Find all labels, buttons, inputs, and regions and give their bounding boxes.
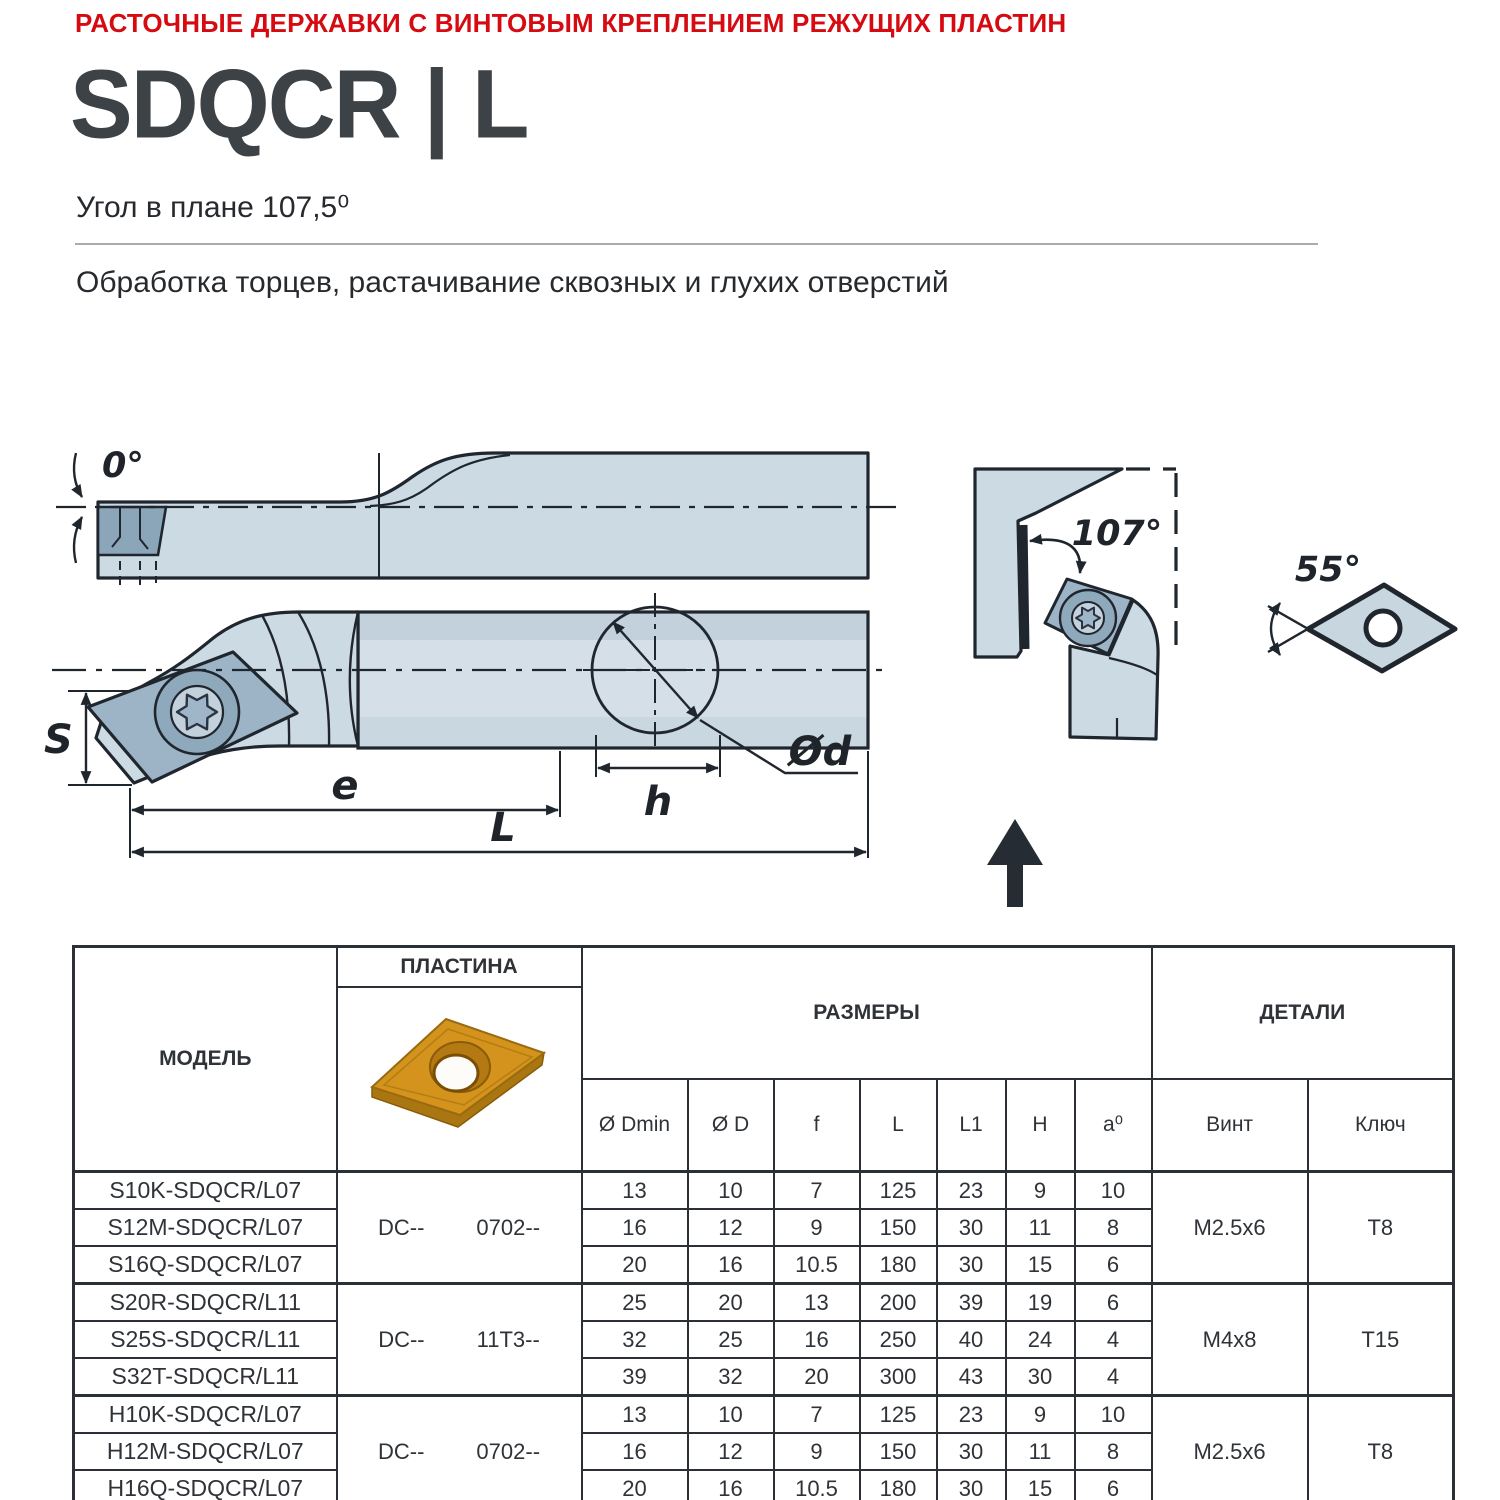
table-row	[74, 1172, 1454, 1210]
value-cell: 8	[1075, 1433, 1152, 1470]
side-view-figure	[44, 593, 888, 858]
value-cell: 20	[774, 1358, 860, 1396]
value-cell: 10	[1075, 1172, 1152, 1210]
top-view-figure	[56, 446, 896, 587]
page-title: SDQCR | L	[70, 49, 528, 159]
value-cell: 12	[688, 1209, 774, 1246]
value-cell: 150	[860, 1209, 937, 1246]
plate-code-prefix: DC--	[377, 1214, 425, 1240]
technical-drawing	[40, 415, 1460, 915]
value-cell: 20	[688, 1284, 774, 1322]
insert-angle-label: 55°	[1294, 550, 1362, 590]
plate-code-cell	[337, 1396, 582, 1500]
plate-code-cell	[337, 1284, 582, 1396]
value-cell: 16	[774, 1321, 860, 1358]
model-cell: S12M-SDQCR/L07	[74, 1209, 337, 1246]
value-cell: 30	[937, 1209, 1006, 1246]
insert-hole	[1366, 611, 1400, 645]
value-cell: 25	[688, 1321, 774, 1358]
value-cell: 9	[774, 1209, 860, 1246]
key-cell: T15	[1308, 1284, 1454, 1396]
col-header-sizes: РАЗМЕРЫ	[582, 947, 1152, 1079]
value-cell: 4	[1075, 1321, 1152, 1358]
col-header-details: ДЕТАЛИ	[1152, 947, 1454, 1079]
model-cell: S10K-SDQCR/L07	[74, 1172, 337, 1210]
insert-angle-figure	[1268, 550, 1455, 671]
value-cell: 32	[688, 1358, 774, 1396]
value-cell: 9	[774, 1433, 860, 1470]
value-cell: 16	[688, 1246, 774, 1284]
model-cell: H16Q-SDQCR/L07	[74, 1470, 337, 1500]
key-cell: T8	[1308, 1172, 1454, 1284]
dim-l-label: L	[490, 805, 516, 851]
value-cell: 6	[1075, 1470, 1152, 1500]
value-cell: 150	[860, 1433, 937, 1470]
value-cell: 39	[582, 1358, 688, 1396]
plate-insert-image	[352, 997, 566, 1155]
value-cell: 6	[1075, 1284, 1152, 1322]
page-kicker: РАСТОЧНЫЕ ДЕРЖАВКИ С ВИНТОВЫМ КРЕПЛЕНИЕМ РЕЖУЩИХ ПЛАСТИН	[75, 8, 1067, 38]
col-header-a: a⁰	[1075, 1079, 1152, 1172]
value-cell: 7	[774, 1172, 860, 1210]
plate-code-size: 0702--	[476, 1438, 541, 1464]
value-cell: 30	[1006, 1358, 1075, 1396]
model-cell: H12M-SDQCR/L07	[74, 1433, 337, 1470]
key-cell: T8	[1308, 1396, 1454, 1500]
value-cell: 10.5	[774, 1470, 860, 1500]
dim-d-label: Ød	[788, 729, 852, 775]
value-cell: 30	[937, 1246, 1006, 1284]
spec-table	[72, 945, 1455, 1500]
value-cell: 20	[582, 1246, 688, 1284]
top-angle-label: 0°	[102, 446, 144, 486]
model-cell: S16Q-SDQCR/L07	[74, 1246, 337, 1284]
dim-e-label: e	[331, 763, 359, 809]
value-cell: 13	[774, 1284, 860, 1322]
col-header-model: МОДЕЛЬ	[74, 947, 337, 1172]
pocket-area	[98, 507, 166, 555]
col-header-l: L	[860, 1079, 937, 1172]
value-cell: 7	[774, 1396, 860, 1434]
plate-code-cell	[337, 1172, 582, 1284]
value-cell: 15	[1006, 1246, 1075, 1284]
model-cell: S25S-SDQCR/L11	[74, 1321, 337, 1358]
col-header-dmin: Ø Dmin	[582, 1079, 688, 1172]
value-cell: 10.5	[774, 1246, 860, 1284]
value-cell: 9	[1006, 1396, 1075, 1434]
value-cell: 125	[860, 1396, 937, 1434]
col-header-f: f	[774, 1079, 860, 1172]
screw-cell: M2.5x6	[1152, 1396, 1308, 1500]
value-cell: 19	[1006, 1284, 1075, 1322]
value-cell: 11	[1006, 1209, 1075, 1246]
model-cell: H10K-SDQCR/L07	[74, 1396, 337, 1434]
feed-direction-arrow	[987, 819, 1043, 907]
value-cell: 30	[937, 1433, 1006, 1470]
value-cell: 10	[688, 1396, 774, 1434]
col-header-key: Ключ	[1308, 1079, 1454, 1172]
col-header-l1: L1	[937, 1079, 1006, 1172]
plate-code-size: 11T3--	[476, 1326, 540, 1352]
value-cell: 6	[1075, 1246, 1152, 1284]
value-cell: 23	[937, 1172, 1006, 1210]
value-cell: 9	[1006, 1172, 1075, 1210]
col-header-h: H	[1006, 1079, 1075, 1172]
value-cell: 24	[1006, 1321, 1075, 1358]
value-cell: 15	[1006, 1470, 1075, 1500]
value-cell: 23	[937, 1396, 1006, 1434]
col-header-plate: ПЛАСТИНА	[337, 947, 582, 987]
value-cell: 8	[1075, 1209, 1152, 1246]
value-cell: 30	[937, 1470, 1006, 1500]
value-cell: 10	[688, 1172, 774, 1210]
application-description: Обработка торцев, растачивание сквозных и глухих отверстий	[76, 266, 949, 299]
plate-code-prefix: DC--	[378, 1326, 425, 1352]
entry-angle-figure	[975, 469, 1176, 907]
value-cell: 10	[1075, 1396, 1152, 1434]
value-cell: 39	[937, 1284, 1006, 1322]
value-cell: 43	[937, 1358, 1006, 1396]
table-row	[74, 1284, 1454, 1322]
value-cell: 12	[688, 1433, 774, 1470]
col-header-screw: Винт	[1152, 1079, 1308, 1172]
value-cell: 200	[860, 1284, 937, 1322]
col-header-d: Ø D	[688, 1079, 774, 1172]
machined-face	[1023, 525, 1025, 649]
value-cell: 180	[860, 1470, 937, 1500]
model-cell: S20R-SDQCR/L11	[74, 1284, 337, 1322]
value-cell: 250	[860, 1321, 937, 1358]
dim-s-label: S	[44, 717, 73, 763]
value-cell: 125	[860, 1172, 937, 1210]
value-cell: 11	[1006, 1433, 1075, 1470]
value-cell: 20	[582, 1470, 688, 1500]
main-angle-label: 107°	[1071, 514, 1163, 554]
value-cell: 16	[582, 1209, 688, 1246]
screw-cell: M4x8	[1152, 1284, 1308, 1396]
value-cell: 13	[582, 1396, 688, 1434]
value-cell: 16	[688, 1470, 774, 1500]
value-cell: 4	[1075, 1358, 1152, 1396]
plan-angle-subtitle: Угол в плане 107,5⁰	[76, 191, 350, 224]
value-cell: 25	[582, 1284, 688, 1322]
table-row	[74, 1396, 1454, 1434]
model-cell: S32T-SDQCR/L11	[74, 1358, 337, 1396]
value-cell: 180	[860, 1246, 937, 1284]
value-cell: 13	[582, 1172, 688, 1210]
value-cell: 32	[582, 1321, 688, 1358]
plate-code-size: 0702--	[476, 1214, 541, 1240]
screw-cell: M2.5x6	[1152, 1172, 1308, 1284]
plate-code-prefix: DC--	[377, 1438, 425, 1464]
value-cell: 40	[937, 1321, 1006, 1358]
divider-rule	[75, 243, 1318, 245]
dim-h-label: h	[643, 779, 673, 825]
value-cell: 300	[860, 1358, 937, 1396]
plate-photo-cell	[337, 987, 582, 1172]
value-cell: 16	[582, 1433, 688, 1470]
